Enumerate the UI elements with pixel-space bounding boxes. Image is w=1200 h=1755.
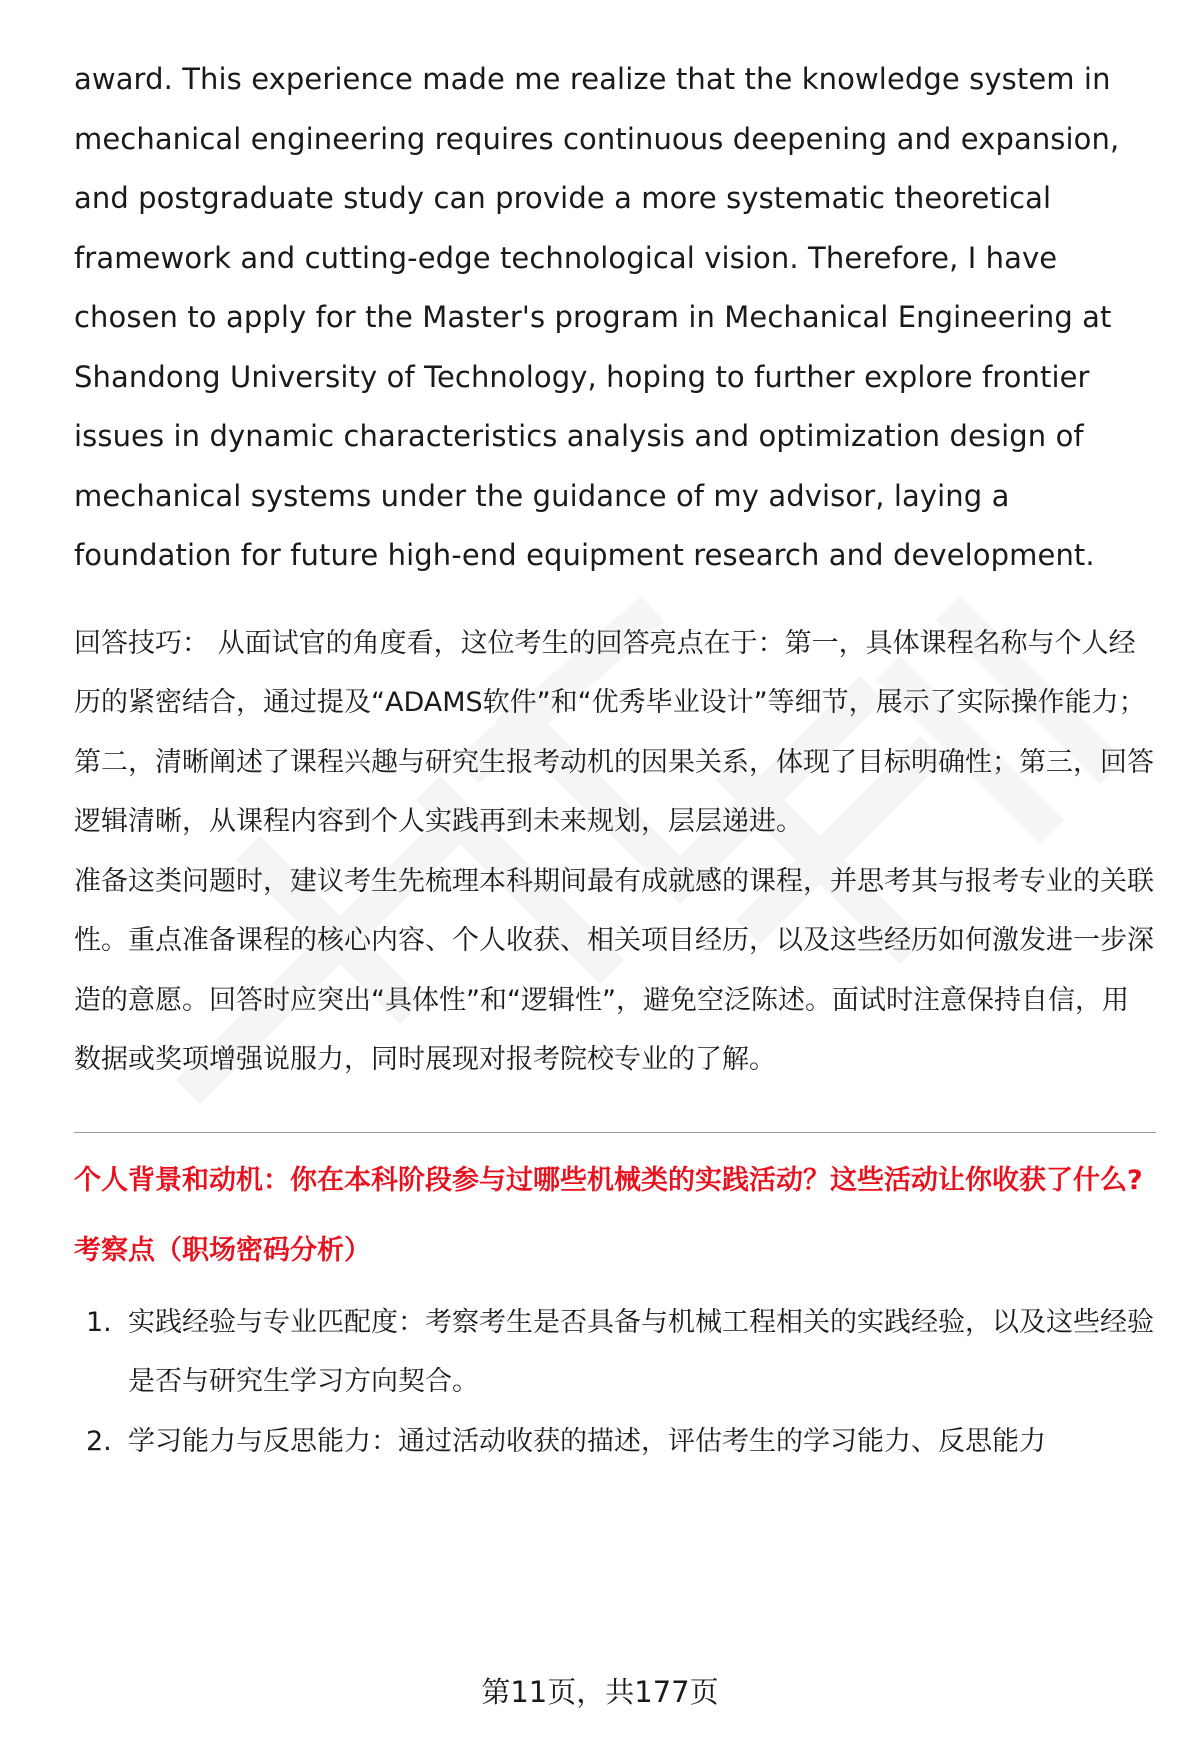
question-title: 个人背景和动机：你在本科阶段参与过哪些机械类的实践活动？这些活动让你收获了什么? — [74, 1164, 1143, 1196]
list-item — [74, 1412, 1154, 1472]
english-answer-paragraph: award. This experience made me realize that the knowledge system in mechanical engineering requires continuous deepening and expansion, and postgraduate study can provide a more systematic theoretical framework and cutting-edge technological vision. Therefore, I have chosen to apply for the Master's program in Mechanical Engineering at Shandong University of Technology, hoping to further explore frontier issues in dynamic characteristics analysis and optimization design of mechanical systems under the guidance of my advisor, laying a foundation for future high-end equipment research and development. — [74, 62, 1120, 572]
list-item-text: 学习能力与反思能力：通过活动收获的描述，评估考生的学习能力、反思能力 — [128, 1425, 1046, 1457]
list-item-text: 实践经验与专业匹配度：考察考生是否具备与机械工程相关的实践经验，以及这些经验是否与研究生学习方向契合。 — [128, 1306, 1154, 1397]
prep-advice-paragraph: 准备这类问题时，建议考生先梳理本科期间最有成就感的课程，并思考其与报考专业的关联性。重点准备课程的核心内容、个人收获、相关项目经历，以及这些经历如何激发进一步深造的意愿。回答时应突出“具体性”和“逻辑性”，避免空泛陈述。面试时注意保持自信，用数据或奖项增强说服力，同时展现对报考院校专业的了解。 — [74, 865, 1154, 1075]
list-item — [74, 1293, 1154, 1412]
section-divider — [74, 1132, 1156, 1133]
points-list — [74, 1293, 1154, 1472]
list-item-number: 1. — [86, 1306, 112, 1338]
page-number-footer: 第11页，共177页 — [481, 1675, 719, 1709]
answer-tip-paragraph: 回答技巧： 从面试官的角度看，这位考生的回答亮点在于：第一，具体课程名称与个人经历的紧密结合，通过提及“ADAMS软件”和“优秀毕业设计”等细节，展示了实际操作能力；第二，清晰阐述了课程兴趣与研究生报考动机的因果关系，体现了目标明确性；第三，回答逻辑清晰，从课程内容到个人实践再到未来规划，层层递进。 — [74, 627, 1154, 837]
document-page — [74, 50, 1154, 1471]
points-heading: 考察点（职场密码分析） — [74, 1234, 371, 1266]
list-item-number: 2. — [86, 1425, 112, 1457]
